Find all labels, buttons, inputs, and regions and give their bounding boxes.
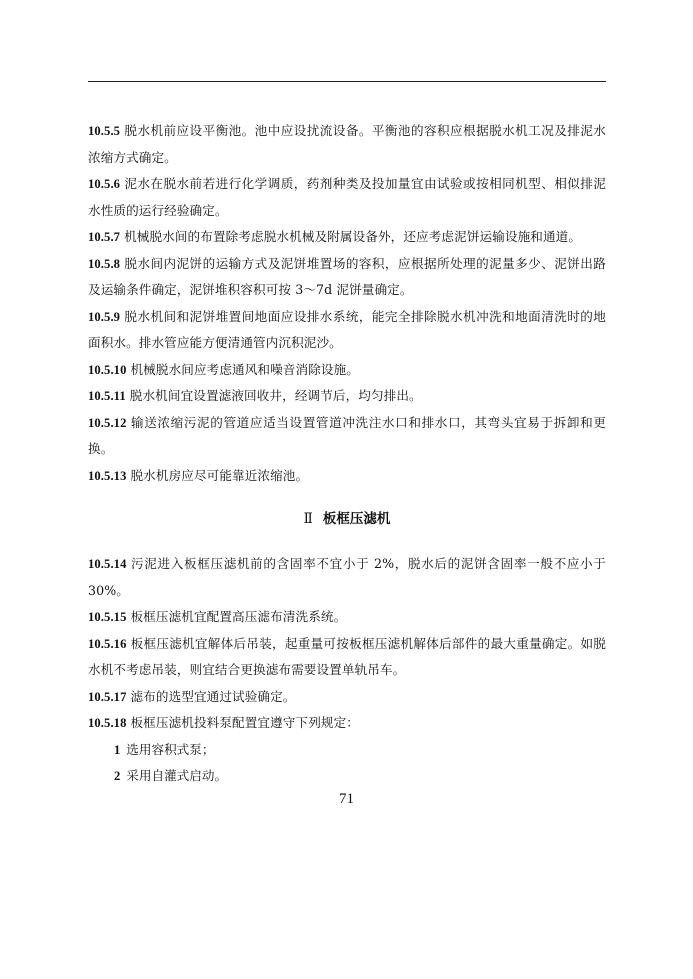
clause-number: 10.5.5 [88,124,121,138]
clause-10-5-15 [88,604,606,631]
section-title [88,509,606,529]
clause-number: 10.5.17 [88,689,127,704]
clause-10-5-16 [88,631,606,684]
clause-10-5-17 [88,684,606,711]
clause-10-5-8 [88,251,606,304]
page-number: 71 [339,791,354,807]
clause-text: 板框压滤机宜配置高压滤布清洗系统。 [130,609,347,624]
list-item [88,763,606,790]
section-roman-numeral: Ⅱ [303,511,313,526]
clause-text: 滤布的选型宜通过试验确定。 [130,688,296,704]
clause-number: 10.5.18 [88,716,127,730]
clause-text: 脱水机前应设平衡池。池中应设扰流设备。平衡池的容积应根据脱水机工况及排泥水浓缩方式确定。 [88,123,606,165]
clause-number: 10.5.13 [88,468,127,483]
clause-text: 污泥进入板框压滤机前的含固率不宜小于 2%，脱水后的泥饼含固率一般不应小于 30%。 [88,556,606,598]
clause-10-5-12 [88,410,606,463]
clause-10-5-18 [88,710,606,737]
clause-number: 10.5.12 [88,415,127,430]
clause-number: 10.5.7 [88,230,121,244]
clause-10-5-9 [88,304,606,357]
clause-text: 泥水在脱水前若进行化学调质，药剂种类及投加量宜由试验或按相同机型、相似排泥水性质的运行经验确定。 [88,176,606,218]
clause-10-5-11 [88,383,606,410]
list-item-number: 1 [114,742,121,757]
list-item-text: 采用自灌式启动。 [126,768,228,783]
clause-10-5-5 [88,118,606,171]
section-heading-text: 板框压滤机 [322,511,391,527]
clause-10-5-7 [88,224,606,251]
clause-text: 机械脱水间的布置除考虑脱水机械及附属设备外，还应考虑泥饼运输设施和通道。 [124,229,582,244]
list-item [88,737,606,764]
clause-text: 脱水间内泥饼的运输方式及泥饼堆置场的容积，应根据所处理的泥量多少、泥饼出路及运输条件确定，泥饼堆积容积可按 3～7d 泥饼量确定。 [88,255,606,297]
clause-text: 板框压滤机投料泵配置宜遵守下列规定： [130,715,359,730]
clause-10-5-14 [88,551,606,604]
clause-number: 10.5.14 [88,557,127,571]
clause-text: 板框压滤机宜解体后吊装，起重量可按板框压滤机解体后部件的最大重量确定。如脱水机不考虑吊装，则宜结合更换滤布需要设置单轨吊车。 [88,635,606,677]
clause-text: 脱水机间宜设置滤液回收井，经调节后，均匀排出。 [129,388,422,403]
clause-number: 10.5.6 [88,177,121,191]
clause-10-5-13 [88,463,606,490]
header-rule [88,81,606,82]
clause-number: 10.5.11 [88,389,126,403]
clause-number: 10.5.9 [88,309,121,324]
list-item-text: 选用容积式泵； [126,741,215,757]
clause-number: 10.5.8 [88,256,121,271]
clause-text: 机械脱水间应考虑通风和噪音消除设施。 [130,361,359,377]
clause-10-5-10 [88,357,606,384]
clause-text: 脱水机房应尽可能靠近浓缩池。 [130,467,309,483]
clause-10-5-6 [88,171,606,224]
clause-text: 输送浓缩污泥的管道应适当设置管道冲洗注水口和排水口，其弯头宜易于拆卸和更换。 [88,414,606,456]
list-item-number: 2 [114,769,121,783]
clause-text: 脱水机间和泥饼堆置间地面应设排水系统，能完全排除脱水机冲洗和地面清洗时的地面积水。排水管应能方便清通管内沉积泥沙。 [88,308,606,350]
clause-number: 10.5.16 [88,636,127,651]
page-body [88,118,606,790]
clause-number: 10.5.15 [88,610,127,624]
clause-number: 10.5.10 [88,362,127,377]
